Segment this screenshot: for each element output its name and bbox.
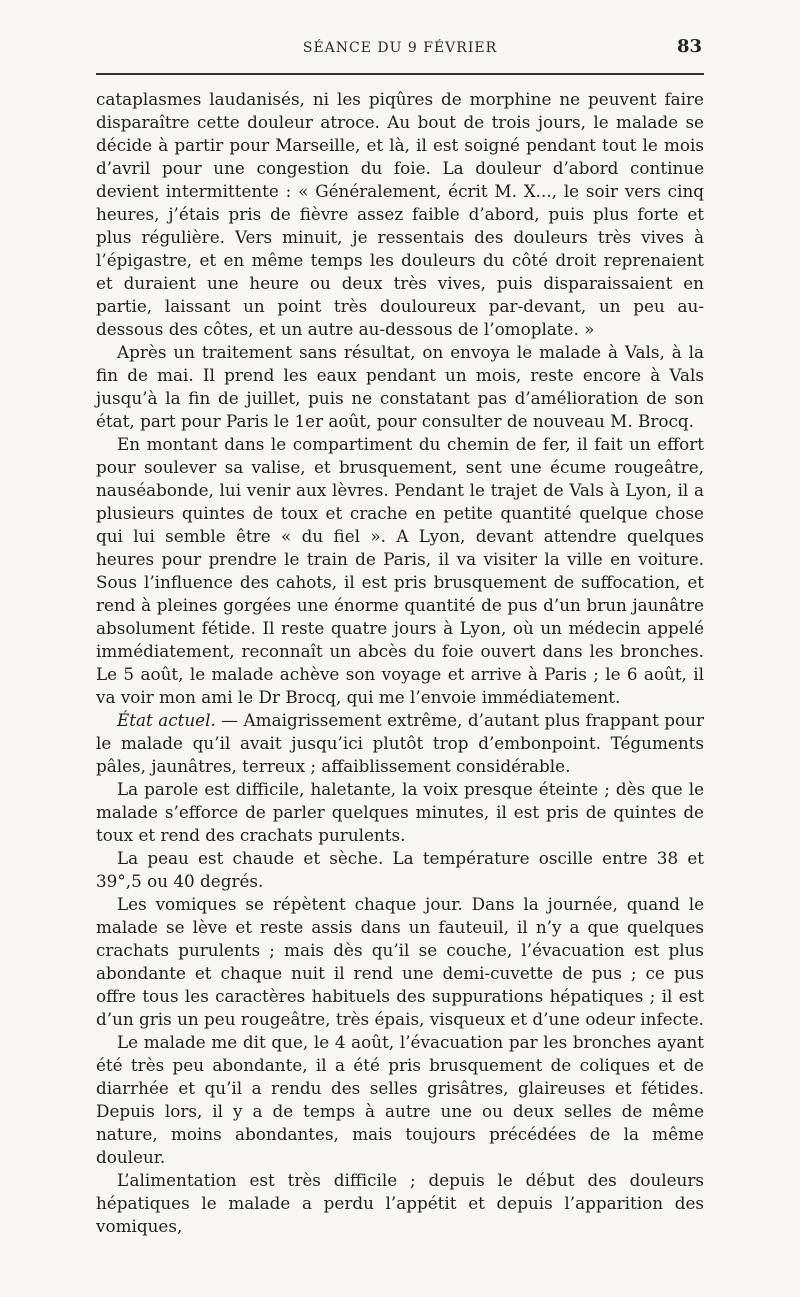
body-text — [96, 88, 704, 1238]
paragraph — [96, 1169, 704, 1238]
paragraph — [96, 847, 704, 893]
paragraph-text: — Amaigrissement extrême, d’autant plus frappant pour le malade qu’il avait jusqu’ici plutôt trop d’embonpoint. Téguments pâles, jaunâtres, terreux ; affaiblissement considérable. — [96, 710, 704, 776]
paragraph-text: En montant dans le compartiment du chemin de fer, il fait un effort pour soulever sa valise, et brusquement, sent une écume rougeâtre, nauséabonde, lui venir aux lèvres. Pendant le trajet de Vals à Lyon, il a plusieurs quintes de toux et crache en petite quantité quelque chose qui lui semble être « du fiel ». A Lyon, devant attendre quelques heures pour prendre le train de Paris, il va visiter la ville en voiture. Sous l’influence des cahots, il est pris brusquement de suffocation, et rend à pleines gorgées une énorme quantité de pus d’un brun jaunâtre absolument fétide. Il reste quatre jours à Lyon, où un médecin appelé immédiatement, reconnaît un abcès du foie ouvert dans les bronches. Le 5 août, le malade achève son voyage et arrive à Paris ; le 6 août, il va voir mon ami le Dr Brocq, qui me l’envoie immédiatement. — [96, 434, 704, 707]
paragraph-text: Les vomiques se répètent chaque jour. Dans la journée, quand le malade se lève et reste assis dans un fauteuil, il n’y a que quelques crachats purulents ; mais dès qu’il se couche, l’évacuation est plus abondante et chaque nuit il rend une demi-cuvette de pus ; ce pus offre tous les caractères habituels des suppurations hépatiques ; il est d’un gris un peu rougeâtre, très épais, visqueux et d’une odeur infecte. — [96, 894, 704, 1029]
paragraph — [96, 88, 704, 341]
paragraph — [96, 1031, 704, 1169]
header-rule — [96, 73, 704, 75]
paragraph — [96, 341, 704, 433]
page-header — [96, 34, 704, 64]
paragraph-text: cataplasmes laudanisés, ni les piqûres de morphine ne peuvent faire disparaître cette douleur atroce. Au bout de trois jours, le malade se décide à partir pour Marseille, et là, il est soigné pendant tout le mois d’avril pour une congestion du foie. La douleur d’abord continue devient intermittente : « Généralement, écrit M. X..., le soir vers cinq heures, j’étais pris de fièvre assez faible d’abord, puis plus forte et plus régulière. Vers minuit, je ressentais des douleurs très vives à l’épigastre, et en même temps les douleurs du côté droit reprenaient et duraient une heure ou deux très vives, puis disparaissaient en partie, laissant un point très douloureux par-devant, un peu au-dessous des côtes, et un autre au-dessous de l’omoplate. » — [96, 89, 704, 339]
running-title: SÉANCE DU 9 FÉVRIER — [302, 40, 498, 56]
paragraph-text: L’alimentation est très difficile ; depuis le début des douleurs hépatiques le malade a perdu l’appétit et depuis l’apparition des vomiques, — [96, 1170, 704, 1236]
paragraph — [96, 778, 704, 847]
paragraph-lead: État actuel. — [117, 710, 216, 730]
paragraph-text: Après un traitement sans résultat, on envoya le malade à Vals, à la fin de mai. Il prend les eaux pendant un mois, reste encore à Vals jusqu’à la fin de juillet, puis ne constatant pas d’amélioration de son état, part pour Paris le 1er août, pour consulter de nouveau M. Brocq. — [96, 342, 704, 431]
paragraph-text: La peau est chaude et sèche. La température oscille entre 38 et 39°,5 ou 40 degrés. — [96, 848, 704, 891]
page-number: 83 — [676, 36, 702, 57]
paragraph — [96, 893, 704, 1031]
paragraph-text: La parole est difficile, haletante, la voix presque éteinte ; dès que le malade s’efforce de parler quelques minutes, il est pris de quintes de toux et rend des crachats purulents. — [96, 779, 704, 845]
paragraph-text: Le malade me dit que, le 4 août, l’évacuation par les bronches ayant été très peu abondante, il a été pris brusquement de coliques et de diarrhée et qu’il a rendu des selles grisâtres, glaireuses et fétides. Depuis lors, il y a de temps à autre une ou deux selles de même nature, moins abondantes, mais toujours précédées de la même douleur. — [96, 1032, 704, 1167]
paragraph — [96, 709, 704, 778]
paragraph — [96, 433, 704, 709]
